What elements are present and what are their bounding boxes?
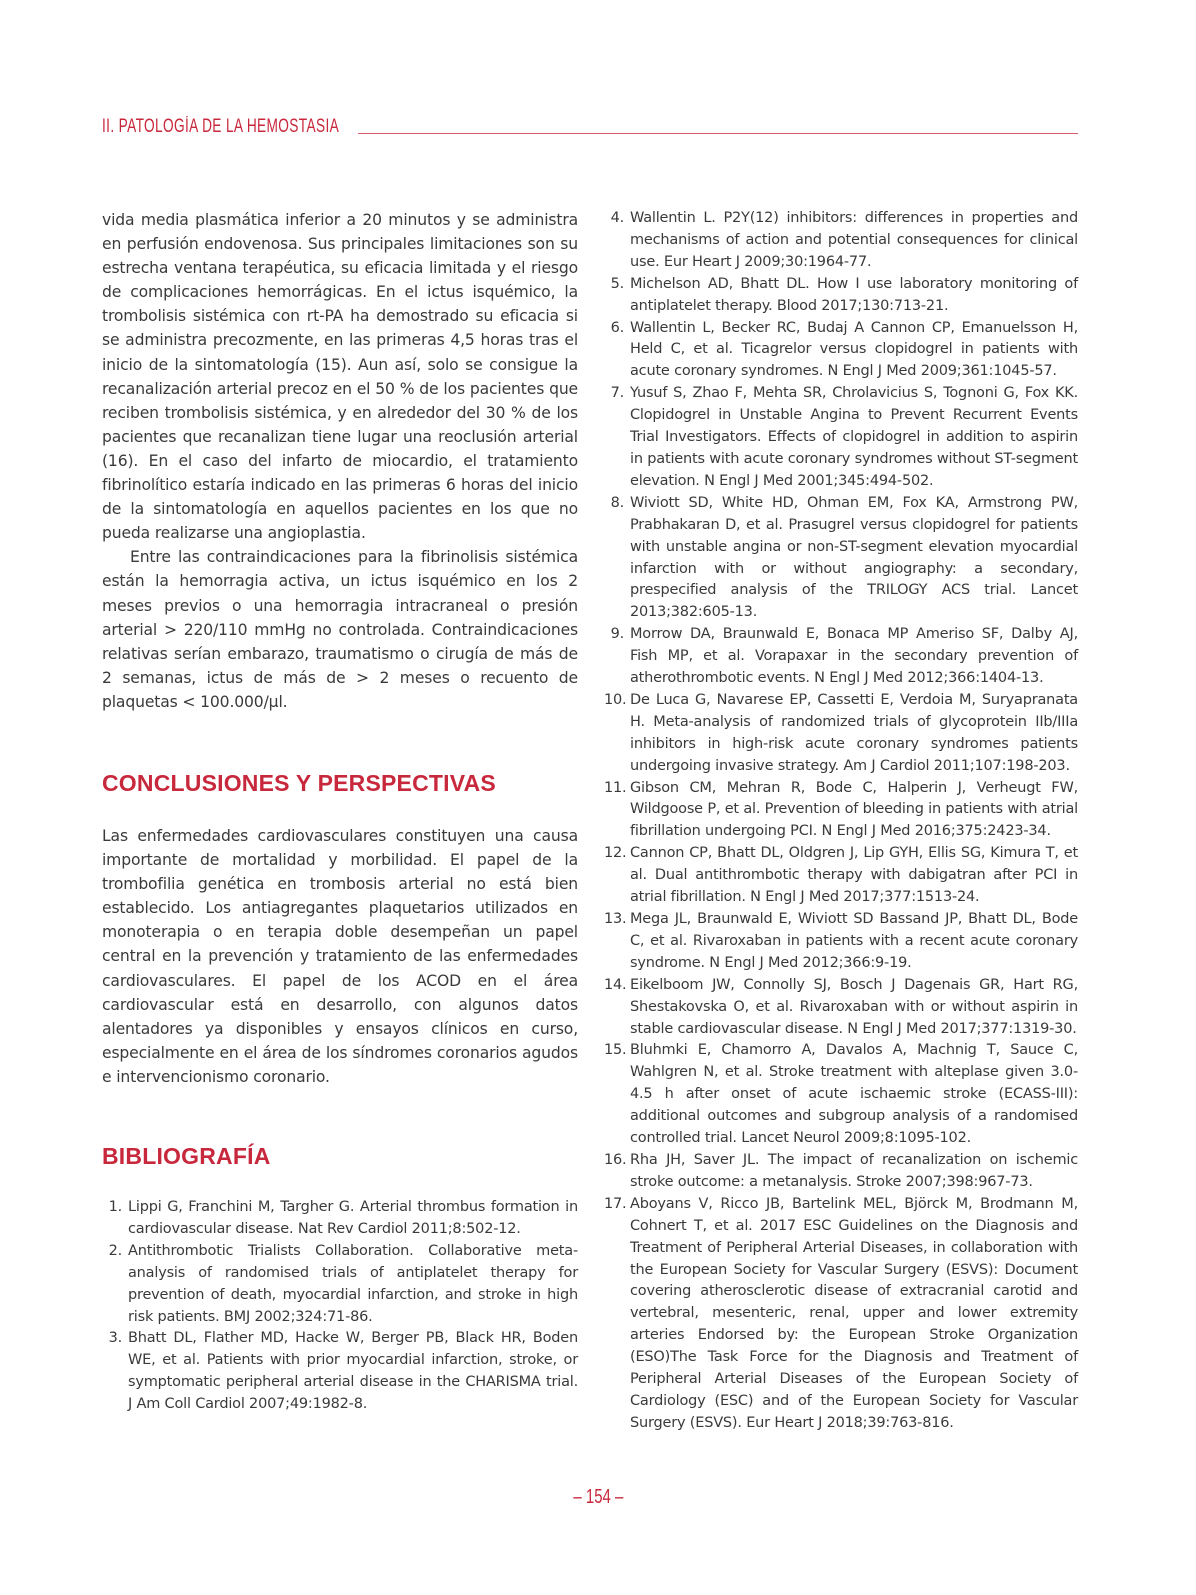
reference-number: 9. [610, 626, 624, 643]
reference-item [102, 1241, 578, 1329]
page-number [0, 1486, 1196, 1509]
reference-item [604, 843, 1078, 909]
reference-text: Wallentin L, Becker RC, Budaj A Cannon CP, Emanuelsson H, Held C, et al. Ticagrelor versus clopidogrel in patients with acute coronary syndromes. N Engl J Med 2009;361:1045-57. [630, 319, 1078, 380]
reference-text: Wallentin L. P2Y(12) inhibitors: differences in properties and mechanisms of action and potential consequences for clinical use. Eur Heart J 2009;30:1964-77. [630, 210, 1078, 270]
bibliography-heading: BIBLIOGRAFÍA [102, 1143, 271, 1169]
reference-text: Bluhmki E, Chamorro A, Davalos A, Machnig T, Sauce C, Wahlgren N, et al. Stroke treatment with alteplase given 3.0-4.5 h after onset of acute ischaemic stroke (ECASS-III): additional outcomes and subgroup analysis of a randomised controlled trial. Lancet Neurol 2009;8:1095-102. [630, 1042, 1078, 1147]
page-number-text: – 154 – [572, 1486, 624, 1508]
reference-number: 8. [610, 494, 624, 511]
reference-item [604, 624, 1078, 690]
reference-item [604, 975, 1078, 1041]
reference-text: Mega JL, Braunwald E, Wiviott SD Bassand JP, Bhatt DL, Bode C, et al. Rivaroxaban in patients with a recent acute coronary syndrome. N Engl J Med 2012;366:9-19. [630, 911, 1078, 971]
reference-list-left [102, 1197, 578, 1416]
body-paragraph: Entre las contraindicaciones para la fibrinolisis sistémica están la hemorragia activa, un ictus isquémico en los 2 meses previos o una hemorragia intracraneal o presión arterial > 220/110 mmHg no controlada. Contraindicaciones relativas serían embarazo, traumatismo o cirugía de más de 2 semanas, ictus de más de > 2 meses o recuento de plaquetas < 100.000/µl. [102, 548, 578, 711]
reference-number: 3. [108, 1330, 122, 1347]
reference-item [604, 1040, 1078, 1150]
conclusions-heading: CONCLUSIONES Y PERSPECTIVAS [102, 769, 496, 796]
right-column [604, 208, 1078, 1435]
reference-item [604, 1194, 1078, 1435]
reference-text: Wiviott SD, White HD, Ohman EM, Fox KA, Armstrong PW, Prabhakaran D, et al. Prasugrel versus clopidogrel for patients with unstable angina or non-ST-segment elevation myocardial infarction with or without angiography: a secondary, prespecified analysis of the TRILOGY ACS trial. Lancet 2013;382:605-13. [630, 494, 1078, 621]
reference-number: 13. [604, 911, 627, 927]
reference-number: 6. [610, 319, 624, 336]
reference-item [604, 778, 1078, 844]
body-paragraph: vida media plasmática inferior a 20 minutos y se administra en perfusión endovenosa. Sus principales limitaciones son su estrecha ventana terapéutica, su eficacia limitada y el riesgo de complicaciones hemorrágicas. En el ictus isquémico, la trombolisis sistémica con rt-PA ha demostrado su eficacia si se administra precozmente, en las primeras 4,5 horas tras el inicio de la sintomatología (15). Aun así, solo se consigue la recanalización arterial precoz en el 50 % de los pacientes que reciben trombolisis sistémica, y en alrededor del 30 % de los pacientes que recanalizan tiene lugar una reoclusión arterial (16). En el caso del infarto de miocardio, el tratamiento fibrinolítico estaría indicado en las primeras 6 horas del inicio de la sintomatología en aquellos pacientes en los que no pueda realizarse una angioplastia. [102, 211, 578, 543]
reference-text: De Luca G, Navarese EP, Cassetti E, Verdoia M, Suryapranata H. Meta-analysis of randomized trials of glycoprotein IIb/IIIa inhibitors in high-risk acute coronary syndromes patients undergoing invasive strategy. Am J Cardiol 2011;107:198-203. [630, 691, 1078, 774]
reference-text: Lippi G, Franchini M, Targher G. Arterial thrombus formation in cardiovascular disease. Nat Rev Cardiol 2011;8:502-12. [128, 1199, 578, 1237]
reference-item [102, 1328, 578, 1416]
reference-number: 15. [604, 1042, 627, 1059]
reference-item [604, 274, 1078, 318]
reference-number: 1. [108, 1199, 122, 1215]
reference-text: Aboyans V, Ricco JB, Bartelink MEL, Björck M, Brodmann M, Cohnert T, et al. 2017 ESC Guidelines on the Diagnosis and Treatment of Peripheral Arterial Diseases, in collaboration with the European Society for Vascular Surgery (ESVS): Document covering atherosclerotic disease of extracranial carotid and vertebral, mesenteric, renal, upper and lower extremity arteries Endorsed by: the European Stroke Organization (ESO)The Task Force for the Diagnosis and Treatment of Peripheral Arterial Diseases of the European Society of Cardiology (ESC) and of the European Society for Vascular Surgery (ESVS). Eur Heart J 2018;39:763-816. [630, 1195, 1078, 1431]
reference-item [102, 1197, 578, 1241]
running-header-title: II. PATOLOGÍA DE LA HEMOSTASIA [102, 116, 340, 137]
reference-number: 5. [610, 275, 624, 292]
reference-text: Yusuf S, Zhao F, Mehta SR, Chrolavicius S, Tognoni G, Fox KK. Clopidogrel in Unstable Angina to Prevent Recurrent Events Trial Investigators. Effects of clopidogrel in addition to aspirin in patients with acute coronary syndromes without ST-segment elevation. N Engl J Med 2001;345:494-502. [630, 385, 1078, 489]
reference-text: Gibson CM, Mehran R, Bode C, Halperin J, Verheugt FW, Wildgoose P, et al. Prevention of bleeding in patients with atrial fibrillation undergoing PCI. N Engl J Med 2016;375:2423-34. [630, 779, 1078, 840]
reference-number: 2. [108, 1242, 122, 1259]
conclusions-paragraph: Las enfermedades cardiovasculares constituyen una causa importante de mortalidad y morbilidad. El papel de la trombofilia genética en trombosis arterial no está bien establecido. Los antiagregantes plaquetarios utilizados en monoterapia o en terapia doble desempeñan un papel central en la prevención y tratamiento de las enfermedades cardiovasculares. El papel de los ACOD en el área cardiovascular está en desarrollo, con algunos datos alentadores ya disponibles y ensayos clínicos en curso, especialmente en el área de los síndromes coronarios agudos e intervencionismo coronario. [102, 826, 578, 1086]
reference-number: 16. [604, 1151, 627, 1168]
reference-item [604, 690, 1078, 778]
reference-number: 11. [604, 779, 627, 796]
reference-text: Michelson AD, Bhatt DL. How I use laboratory monitoring of antiplatelet therapy. Blood 2017;130:713-21. [630, 275, 1078, 314]
reference-number: 14. [604, 976, 627, 993]
reference-item [604, 318, 1078, 384]
reference-number: 12. [604, 845, 627, 862]
reference-list-right [604, 208, 1078, 1435]
reference-item [604, 1150, 1078, 1194]
reference-item [604, 493, 1078, 624]
reference-item [604, 383, 1078, 493]
left-column [102, 208, 578, 1416]
reference-text: Bhatt DL, Flather MD, Hacke W, Berger PB, Black HR, Boden WE, et al. Patients with prior myocardial infarction, stroke, or symptomatic peripheral arterial disease in the CHARISMA trial. J Am Coll Cardiol 2007;49:1982-8. [128, 1330, 578, 1413]
reference-text: Cannon CP, Bhatt DL, Oldgren J, Lip GYH, Ellis SG, Kimura T, et al. Dual antithrombotic therapy with dabigatran after PCI in atrial fibrillation. N Engl J Med 2017;377:1513-24. [630, 845, 1078, 906]
reference-text: Antithrombotic Trialists Collaboration. Collaborative meta-analysis of randomised trials of antiplatelet therapy for prevention of death, myocardial infarction, and stroke in high risk patients. BMJ 2002;324:71-86. [128, 1242, 578, 1325]
reference-number: 10. [604, 691, 627, 708]
reference-text: Morrow DA, Braunwald E, Bonaca MP Ameriso SF, Dalby AJ, Fish MP, et al. Vorapaxar in the secondary prevention of atherothrombotic events. N Engl J Med 2012;366:1404-13. [630, 626, 1078, 687]
running-header [102, 110, 1078, 138]
reference-item [604, 909, 1078, 975]
reference-number: 7. [610, 385, 624, 402]
header-rule [358, 133, 1078, 134]
reference-number: 4. [610, 210, 624, 226]
reference-text: Rha JH, Saver JL. The impact of recanalization on ischemic stroke outcome: a metanalysis. Stroke 2007;398:967-73. [630, 1151, 1078, 1190]
reference-number: 17. [604, 1195, 627, 1212]
reference-item [604, 208, 1078, 274]
reference-text: Eikelboom JW, Connolly SJ, Bosch J Dagenais GR, Hart RG, Shestakovska O, et al. Rivaroxaban with or without aspirin in stable cardiovascular disease. N Engl J Med 2017;377:1319-30. [630, 976, 1078, 1037]
